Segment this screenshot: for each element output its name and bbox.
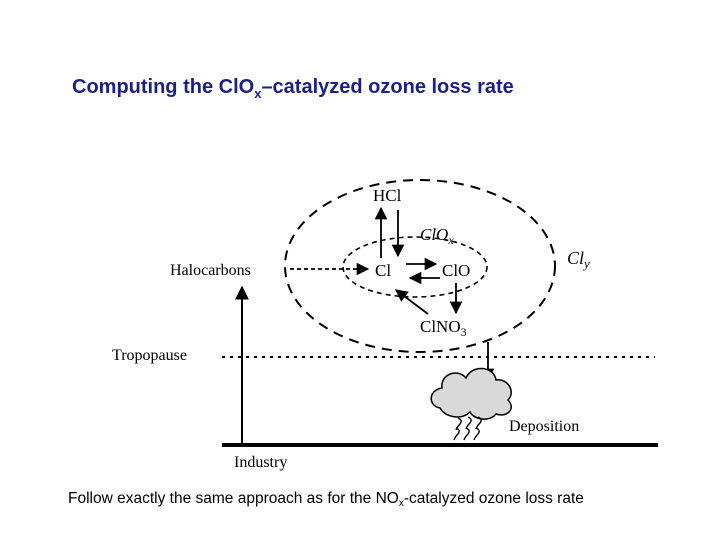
clno3-to-cl-arrow (396, 290, 428, 314)
hcl-label: HCl (373, 186, 402, 205)
clno3-label-sub: 3 (460, 325, 467, 339)
clox-label-sub: x (448, 233, 454, 247)
title-prefix: Computing the ClO (72, 76, 255, 98)
footer-suffix: -catalyzed ozone loss rate (403, 490, 584, 507)
title-suffix: –catalyzed ozone loss rate (261, 76, 514, 98)
clox-label (420, 225, 454, 247)
industry-label: Industry (234, 454, 288, 471)
tropopause-label: Tropopause (112, 347, 187, 364)
cl-label: Cl (375, 261, 392, 280)
cly-label (567, 248, 590, 271)
footer-prefix: Follow exactly the same approach as for the NO (68, 490, 399, 507)
halocarbons-label: Halocarbons (170, 262, 251, 279)
title-subscript: x (254, 86, 262, 101)
footer-subscript: x (398, 498, 404, 509)
clox-label-main: ClO (420, 225, 449, 244)
footer-note (68, 490, 584, 509)
clno3-label (420, 317, 467, 339)
clno3-label-main: ClNO (420, 317, 461, 336)
cly-label-main: Cl (567, 248, 585, 268)
rain-icon (454, 417, 481, 440)
cly-label-sub: y (584, 256, 590, 271)
clo-label: ClO (442, 261, 471, 280)
deposition-label: Deposition (509, 418, 580, 435)
cloud-icon (431, 368, 511, 419)
